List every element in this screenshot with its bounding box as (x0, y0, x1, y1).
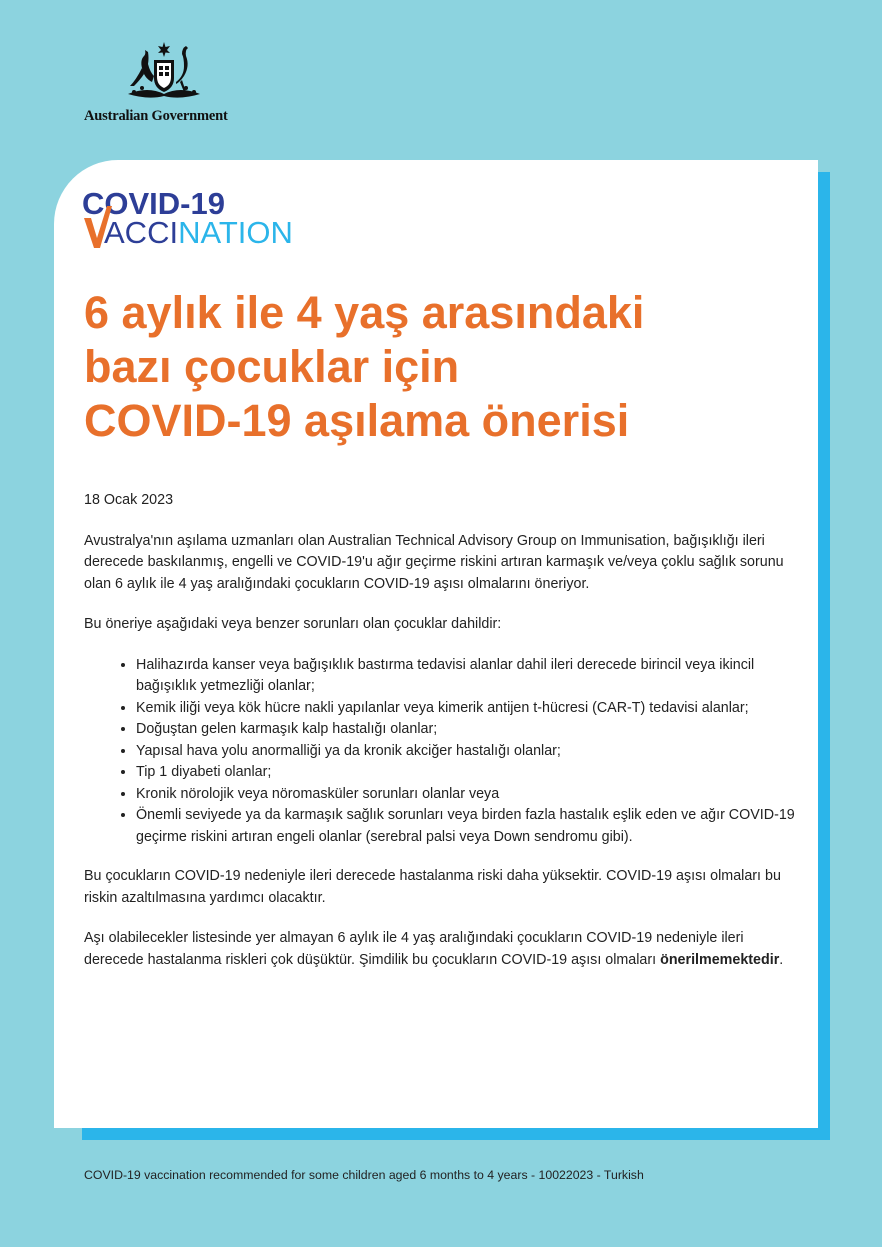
not-recommended-paragraph (84, 928, 800, 971)
conditions-list (84, 655, 800, 849)
logo-vaccination-text (104, 217, 293, 249)
page-title (84, 286, 804, 448)
logo-acci-text: ACCI (104, 215, 179, 250)
list-item: • Önemli seviyede ya da karmaşık sağlık sorunları veya birden fazla hastalık eşlik eden ve ağır COVID-19 geçirme riskini artıran engeli olanlar (serebral palsi veya Down sendromu gibi). (136, 805, 800, 848)
list-item: • Yapısal hava yolu anormalliği ya da kronik akciğer hastalığı olanlar; (136, 741, 800, 763)
not-recommended-bold: önerilmemektedir (660, 951, 780, 968)
risk-paragraph: Bu çocukların COVID-19 nedeniyle ileri derecede hastalanma riski daha yüksektir. COVID-19 aşısı olmaları bu riskin azaltılmasına yardımcı olacaktır. (84, 868, 781, 906)
logo-nation-text: NATION (178, 215, 293, 250)
logo-covid19-text: COVID-19 (82, 186, 225, 221)
list-intro: Bu öneriye aşağıdaki veya benzer sorunları olan çocuklar dahildir: (84, 616, 502, 632)
document-card (54, 160, 818, 1128)
covid19-vaccination-logo (82, 188, 322, 252)
intro-paragraph: Avustralya'nın aşılama uzmanları olan Australian Technical Advisory Group on Immunisation, bağışıklığı ileri derecede baskılanmış, engelli ve COVID-19'u ağır geçirme riskini artıran karmaşık ve/veya çoklu sağlık sorunu olan 6 aylık ile 4 yaş aralığındaki çocukların COVID-19 aşısı olmalarını öneriyor. (84, 532, 784, 592)
australian-coat-of-arms-icon (118, 40, 210, 104)
list-item: • Kemik iliği veya kök hücre nakli yapılanlar veya kimerik antijen t-hücresi (CAR-T) tedavisi alanlar; (136, 698, 800, 720)
paragraph-end: . (779, 951, 784, 968)
title-line-3: COVID-19 aşılama önerisi (84, 395, 630, 446)
list-item: • Doğuştan gelen karmaşık kalp hastalığı olanlar; (136, 719, 800, 741)
list-item: • Halihazırda kanser veya bağışıklık bastırma tedavisi alanlar dahil ileri derecede birincil veya ikincil bağışıklık yetmezliği olanlar; (136, 655, 800, 698)
list-item: • Kronik nörolojik veya nöromasküler sorunları olanlar veya (136, 784, 800, 806)
document-body (84, 490, 800, 990)
document-date: 18 Ocak 2023 (84, 492, 174, 508)
list-item: • Tip 1 diyabeti olanlar; (136, 762, 800, 784)
title-line-2: bazı çocuklar için (84, 341, 460, 392)
title-line-1: 6 aylık ile 4 yaş arasındaki (84, 287, 645, 338)
not-recommended-text: Aşı olabilecekler listesinde yer almayan 6 aylık ile 4 yaş aralığındaki çocukların COVID-19 nedeniyle ileri derecede hastalanma riskleri çok düşüktür. Şimdilik bu çocukların COVID-19 aşısı olmaları (84, 930, 744, 968)
government-name: Australian Government (84, 108, 228, 124)
footer-text: COVID-19 vaccination recommended for some children aged 6 months to 4 years - 10022023 - Turkish (84, 1168, 644, 1182)
